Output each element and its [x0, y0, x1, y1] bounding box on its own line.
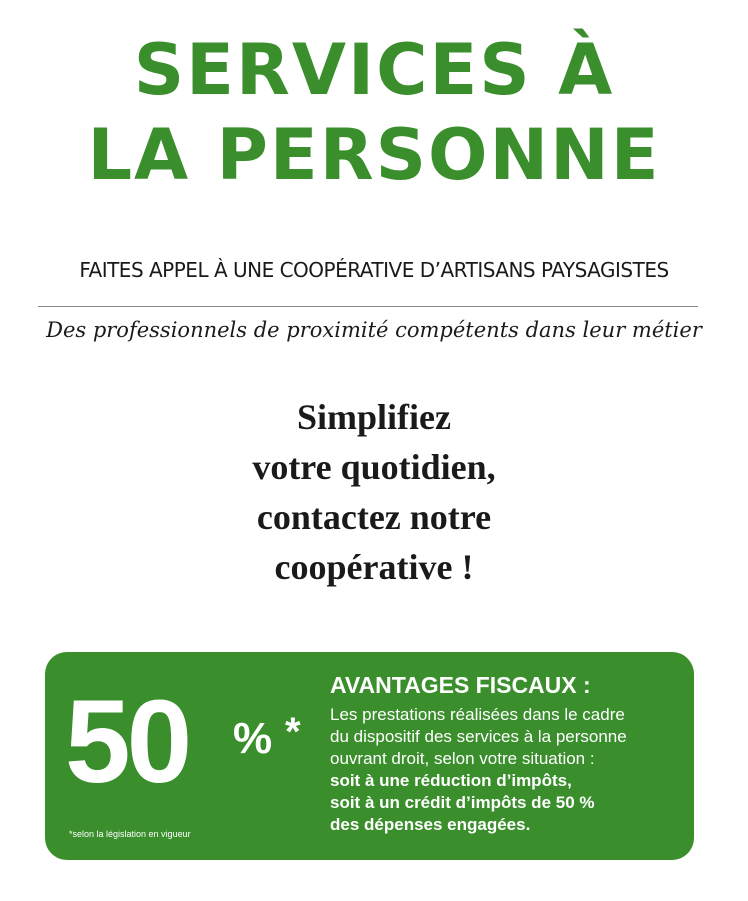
- benefit-text: [330, 704, 690, 836]
- subtitle: Des professionnels de proximité compétents dans leur métier: [46, 318, 702, 342]
- slogan-line-4: coopérative !: [274, 547, 474, 587]
- benefit-line: ouvrant droit, selon votre situation :: [330, 749, 595, 768]
- benefit-bold-line: soit à un crédit d’impôts de 50 %: [330, 793, 595, 812]
- tagline: FAITES APPEL À UNE COOPÉRATIVE D’ARTISANS PAYSAGISTES: [79, 258, 669, 282]
- slogan: [0, 392, 748, 592]
- slogan-line-3: contactez notre: [256, 497, 492, 537]
- footnote: *selon la législation en vigueur: [69, 829, 191, 839]
- benefit-bold-line: soit à une réduction d’impôts,: [330, 771, 572, 790]
- percent-sign: %: [233, 714, 273, 763]
- asterisk: *: [285, 710, 301, 754]
- page-title-line2: LA PERSONNE: [87, 114, 661, 196]
- benefit-heading: AVANTAGES FISCAUX :: [330, 672, 591, 698]
- benefit-bold-line: des dépenses engagées.: [330, 815, 531, 834]
- benefit-line: du dispositif des services à la personne: [330, 727, 627, 746]
- slogan-line-1: Simplifiez: [297, 397, 451, 437]
- divider: [38, 306, 698, 307]
- page-title-line1: SERVICES À: [133, 29, 615, 111]
- big-percentage-value: 50: [65, 676, 189, 808]
- slogan-line-2: votre quotidien,: [252, 447, 496, 487]
- benefit-line: Les prestations réalisées dans le cadre: [330, 705, 625, 724]
- tax-benefit-box: [45, 652, 694, 860]
